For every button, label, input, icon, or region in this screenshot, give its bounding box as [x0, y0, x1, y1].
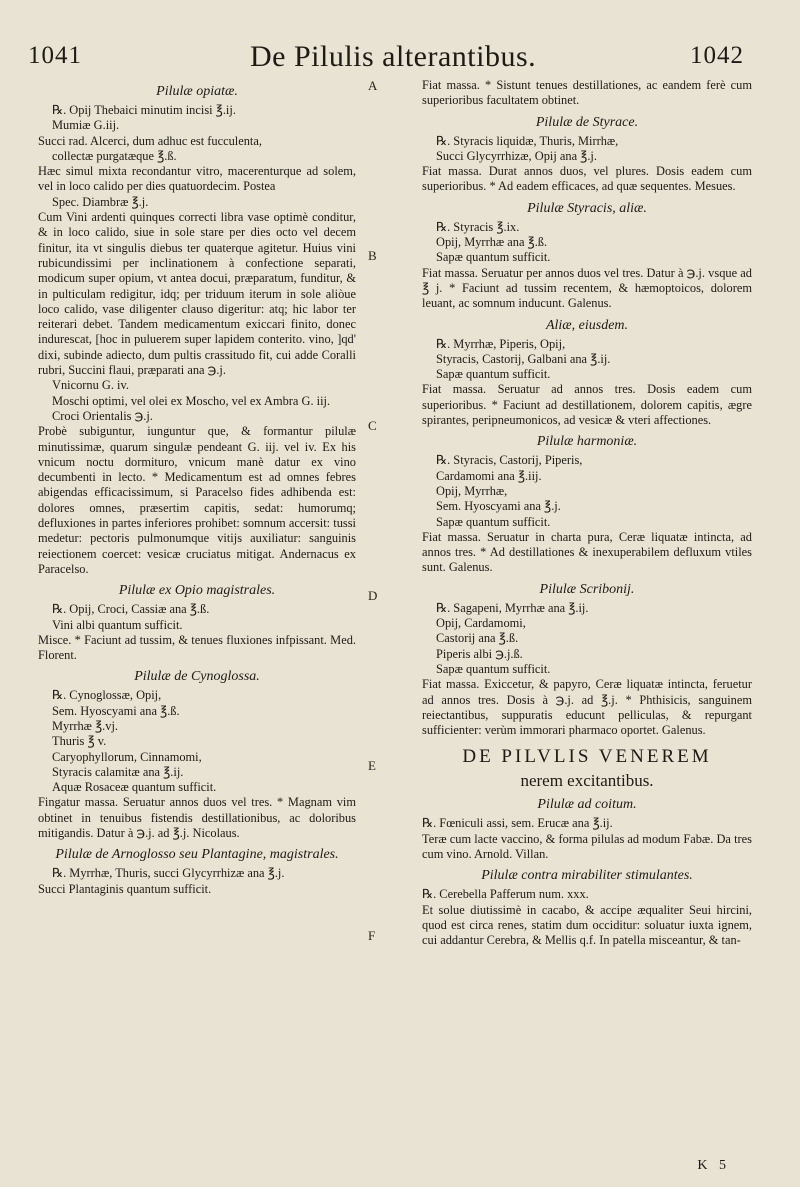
text-paragraph: Opij, Myrrhæ, — [436, 483, 508, 498]
text-paragraph: Sapæ quantum sufficit. — [436, 661, 551, 676]
page-number-right: 1042 — [690, 42, 744, 69]
section-heading: Pilulæ harmoniæ. — [536, 434, 638, 450]
signature-mark: K 5 — [697, 1158, 730, 1173]
margin-letter-a: A — [368, 78, 378, 93]
text-paragraph: Styracis calamitæ ana ℥.ij. — [52, 764, 184, 779]
text-paragraph: Sem. Hyoscyami ana ℥.j. — [436, 499, 561, 514]
text-paragraph: ℞. Myrrhæ, Piperis, Opij, — [436, 336, 566, 351]
text-paragraph: ℞. Opij Thebaici minutim incisi ℥.ij. — [52, 103, 236, 117]
text-paragraph: Sapæ quantum sufficit. — [436, 250, 551, 265]
text-paragraph: Cardamomi ana ℥.iij. — [436, 468, 542, 483]
text-paragraph: ℞. Cerebella Pafferum num. xxx. — [422, 887, 589, 902]
running-title: De Pilulis alterantibus. — [250, 40, 537, 73]
text-paragraph: Fiat massa. Exiccetur, & papyro, Ceræ liquatæ intincta, feruetur ad annos tres. Dosis à ℈.j. ad ℥.j. * Phthisicis, sanguinem reiectantibus, suppuratis educunt pelliculas, & repurgant sufficienter: verùm immorari pharmaco oportet. Galenus. — [422, 677, 752, 738]
text-paragraph: Fingatur massa. Seruatur annos duos vel tres. * Magnam vim obtinet in tenuibus fistendis destillationibus, ac doloribus mitigandis. Datur à ℈.j. ad ℥.j. Nicolaus. — [38, 795, 356, 841]
text-paragraph: Croci Orientalis ℈.j. — [52, 408, 153, 423]
text-paragraph: Succi Plantaginis quantum sufficit. — [38, 881, 212, 896]
text-paragraph: ℞. Sagapeni, Myrrhæ ana ℥.ij. — [436, 600, 589, 615]
text-paragraph: Teræ cum lacte vaccino, & forma pilulas ad modum Fabæ. Da tres cum vino. Arnold. Villan. — [422, 831, 752, 861]
section-heading: Pilulæ Scribonij. — [539, 581, 635, 597]
text-paragraph: Thuris ℥ v. — [52, 734, 107, 749]
text-paragraph: Sapæ quantum sufficit. — [436, 514, 551, 529]
text-paragraph: Vnicornu G. iv. — [52, 378, 129, 393]
margin-letter-e: E — [368, 758, 376, 773]
text-paragraph: Opij, Myrrhæ ana ℥.ß. — [436, 235, 548, 250]
text-paragraph: Sapæ quantum sufficit. — [436, 367, 551, 382]
section-heading: DE PILVLIS VENEREM — [462, 746, 712, 768]
text-paragraph: Fiat massa. * Sistunt tenues destillationes, ac eandem ferè cum superioribus facultatem obtinet. — [422, 78, 752, 108]
text-paragraph: collectæ purgatæque ℥.ß. — [52, 148, 177, 163]
text-paragraph: Vini albi quantum sufficit. — [52, 617, 183, 632]
text-paragraph: Succi Glycyrrhizæ, Opij ana ℥.j. — [436, 148, 597, 163]
margin-letter-d: D — [368, 588, 378, 603]
text-paragraph: Misce. * Faciunt ad tussim, & tenues fluxiones infpissant. Med. Florent. — [38, 632, 356, 663]
text-paragraph: Fiat massa. Seruatur per annos duos vel tres. Datur à ℈.j. vsque ad ℥ j. * Faciunt ad tussim recentem, & hæmoptoicos, dolorem leuant, ac somnum inducunt. Galenus. — [422, 265, 752, 311]
text-paragraph: ℞. Styracis ℥.ix. — [436, 219, 520, 234]
text-paragraph: Piperis albi ℈.j.ß. — [436, 646, 523, 661]
text-paragraph: Cum Vini ardenti quinques correcti libra vase optimè conditur, & in loco calido, siue in sole stare per dies octo vel decem finitur, ita vt singulis diebus ter quaterque agitetur. Huius vini rubicundissimi per inclinationem à confectione separati, modicum super opium, vt antea docui, præparatum, funditur, & in pulticulam redigitur, idq; per triduum iterum in sole aliòue loco calido, vase diligenter clauso digeritur: atq; hic labor ter reiterari debet. Tandem medicamentum exiccari finito, donec indurescat, [hoc in puluerem super lapidem conterito. vino, ]qd' dixi, subinde adiecto, dum pultis crassitudo fit, cui adde Coralli rubri, Succini flaui, præparati ana ℈.j. — [38, 210, 356, 378]
text-paragraph: ℞. Opij, Croci, Cassiæ ana ℥.ß. — [52, 602, 210, 617]
section-heading: Pilulæ ex Opio magistrales. — [118, 583, 276, 599]
text-paragraph: Moschi optimi, vel olei ex Moscho, vel ex Ambra G. iij. — [52, 393, 331, 408]
text-paragraph: Sem. Hyoscyami ana ℥.ß. — [52, 703, 180, 718]
text-paragraph: ℞. Styracis liquidæ, Thuris, Mirrhæ, — [436, 133, 619, 148]
text-paragraph: Fiat massa. Durat annos duos, vel plures. Dosis eadem cum superioribus. * Ad eadem efficaces, ad quæ sequentes. Mesues. — [422, 164, 752, 194]
section-heading: Aliæ, eiusdem. — [545, 317, 629, 333]
text-paragraph: Et solue diutissimè in cacabo, & accipe æqualiter Seui hircini, quod est circa renes, statim dum occiditur: soluatur iuxta ignem, cui addantur Cerebra, & Mellis q.f. In patella misceantur, & tan- — [422, 902, 752, 948]
text-paragraph: Spec. Diambræ ℥.j. — [52, 194, 149, 209]
text-paragraph: ℞. Fœniculi assi, sem. Erucæ ana ℥.ij. — [422, 816, 613, 831]
text-paragraph: Myrrhæ ℥.vj. — [52, 718, 119, 733]
section-heading: Pilulæ de Cynoglossa. — [134, 669, 260, 685]
text-paragraph: Probè subiguntur, iunguntur que, & formantur pilulæ minutissimæ, quarum singulæ pendeant G. iij. vel iv. Ex his vnicum noctu dormituro, vnicum manè datur ex vino decumbenti in lecto. * Medicamentum est ad omnes febres abigendas efficacissimum, si Paracelso fides adhibenda est: dolores omnes, præsertim capitis, sedat: humorumq; defluxiones in partes inferiores prohibet: somnum accersit: tussi medetur: pectoris pulmonumque vitijs auxiliatur: sanguinis reiectionem coercet: vesicæ cruciatus mitigat. Andernacus ex Paracelso. — [38, 424, 356, 576]
right-column — [422, 78, 752, 1168]
margin-letter-f: F — [368, 928, 376, 943]
text-paragraph: Succi rad. Alcerci, dum adhuc est fucculenta, — [38, 133, 262, 148]
page-header — [0, 40, 800, 78]
section-heading: Pilulæ contra mirabiliter stimulantes. — [481, 868, 693, 884]
text-paragraph: Caryophyllorum, Cinnamomi, — [52, 749, 202, 764]
text-paragraph: Castorij ana ℥.ß. — [436, 631, 519, 646]
left-column — [38, 78, 356, 1168]
margin-letter-c: C — [368, 418, 377, 433]
section-heading: Pilulæ ad coitum. — [537, 797, 637, 813]
text-paragraph: Fiat massa. Seruatur in charta pura, Ceræ liquatæ intincta, ad annos tres. * Ad destillationes & inexuperabilem defluxum vtiles sunt. Galenus. — [422, 529, 752, 575]
text-paragraph: ℞. Cynoglossæ, Opij, — [52, 688, 162, 703]
text-paragraph: Hæc simul mixta recondantur vitro, macerenturque ad solem, vel in loco calido per dies quatuordecim. Postea — [38, 164, 356, 194]
text-paragraph: Aquæ Rosaceæ quantum sufficit. — [52, 780, 217, 795]
margin-letter-b: B — [368, 248, 377, 263]
text-paragraph: Styracis, Castorij, Galbani ana ℥.ij. — [436, 351, 611, 366]
section-heading: Pilulæ Styracis, aliæ. — [527, 200, 647, 216]
section-heading: Pilulæ opiatæ. — [156, 84, 238, 99]
text-paragraph: Mumiæ G.iij. — [52, 118, 120, 133]
text-paragraph: ℞. Styracis, Castorij, Piperis, — [436, 453, 583, 468]
section-heading: Pilulæ de Arnoglosso seu Plantagine, magistrales. — [55, 847, 339, 863]
text-paragraph: ℞. Myrrhæ, Thuris, succi Glycyrrhizæ ana ℥.j. — [52, 866, 285, 881]
section-heading: Pilulæ de Styrace. — [535, 114, 639, 130]
text-paragraph: Fiat massa. Seruatur ad annos tres. Dosis eadem cum superioribus. * Faciunt ad destillationem, dolorem capitis, ægre spirantes, peripneumonicos, ad vesicæ & vteri affectiones. — [422, 382, 752, 428]
section-heading: nerem excitantibus. — [520, 771, 654, 791]
page-number-left: 1041 — [28, 42, 82, 69]
text-paragraph: Opij, Cardamomi, — [436, 616, 526, 631]
